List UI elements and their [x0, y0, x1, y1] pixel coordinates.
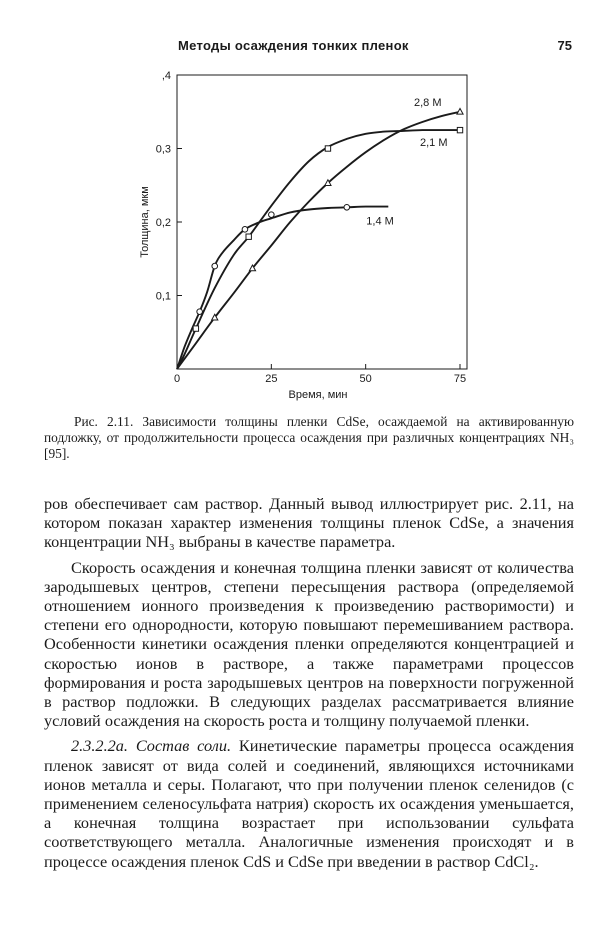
plot-frame: [177, 75, 467, 369]
paragraph-1: ров обеспечивает сам раствор. Данный вывод иллюстрирует рис. 2.11, на котором показан характер изменения толщины пленок CdSe, а значения концентрации NH₃ выбраны в качестве параметра.: [44, 494, 574, 552]
y-tick-label: 0,2: [155, 217, 171, 229]
series-line: [177, 130, 460, 369]
data-point-circle: [242, 227, 248, 233]
section-heading: 2.3.2.2а. Состав соли.: [71, 736, 232, 756]
thickness-vs-time-chart: [0, 60, 615, 410]
y-tick-label: ,4: [161, 70, 171, 82]
data-point-square: [193, 326, 198, 331]
data-point-square: [246, 234, 251, 239]
figure-caption: Рис. 2.11. Зависимости толщины пленки CdSe, осаждаемой на активированную подложку, от продолжительности процесса осаждения при различных концентрациях NH₃ [95].: [44, 414, 574, 461]
data-point-circle: [212, 263, 218, 269]
paragraph-2: Скорость осаждения и конечная толщина пленки зависят от количества зародышевых центров, степени пересыщения раствора (определяемой отношением ионного произведения к произведению растворимости) и степени его однородности, которую повышают перемешиванием раствора. Особенности кинетики осаждения пленки определяются концентрацией и скоростью ионов в растворе, а также параметрами процессов формирования и роста зародышевых центров на поверхности погруженной в раствор подложки. В следующих разделах рассматривается влияние условий осаждения на скорость роста и толщину получаемой пленки.: [44, 557, 574, 731]
page-number: 75: [557, 38, 572, 53]
x-tick-label: 25: [265, 373, 278, 385]
x-tick-label: 75: [453, 373, 467, 385]
y-axis-label: Толщина, мкм: [139, 186, 151, 258]
series-label: 2,1 М: [420, 137, 448, 150]
body-text: [44, 494, 574, 877]
x-tick-label: 0: [173, 373, 181, 385]
data-point-circle: [269, 212, 275, 218]
x-axis-label: Время, мин: [288, 389, 348, 401]
x-tick-label: 50: [359, 373, 372, 385]
y-tick-label: 0,3: [155, 143, 171, 156]
series-label: 2,8 М: [414, 96, 442, 109]
paragraph-3-text: Кинетические параметры процесса осаждения пленок зависят от вида солей и соединений, являющихся источниками ионов металла и серы. Полагают, что при получении пленок селенидов (с применением селеносульфата натрия) скорость их осаждения уменьшается, а конечная толщина возрастает при использовании сульфата соответствующего металла. Аналогичные изменения происходят и в процессе осаждения пленок CdS и CdSe при введении в раствор CdCl₂.: [44, 736, 574, 871]
data-point-circle: [344, 205, 350, 211]
paragraph-3: [44, 736, 574, 870]
data-point-triangle: [457, 108, 463, 114]
series-line: [177, 112, 460, 369]
data-point-circle: [197, 309, 203, 315]
data-point-square: [457, 127, 462, 132]
running-title: Методы осаждения тонких пленок: [178, 38, 409, 53]
series-label: 1,4 М: [366, 215, 394, 228]
data-point-square: [325, 146, 330, 151]
page-header: [0, 38, 615, 58]
y-tick-label: 0,1: [155, 290, 171, 303]
